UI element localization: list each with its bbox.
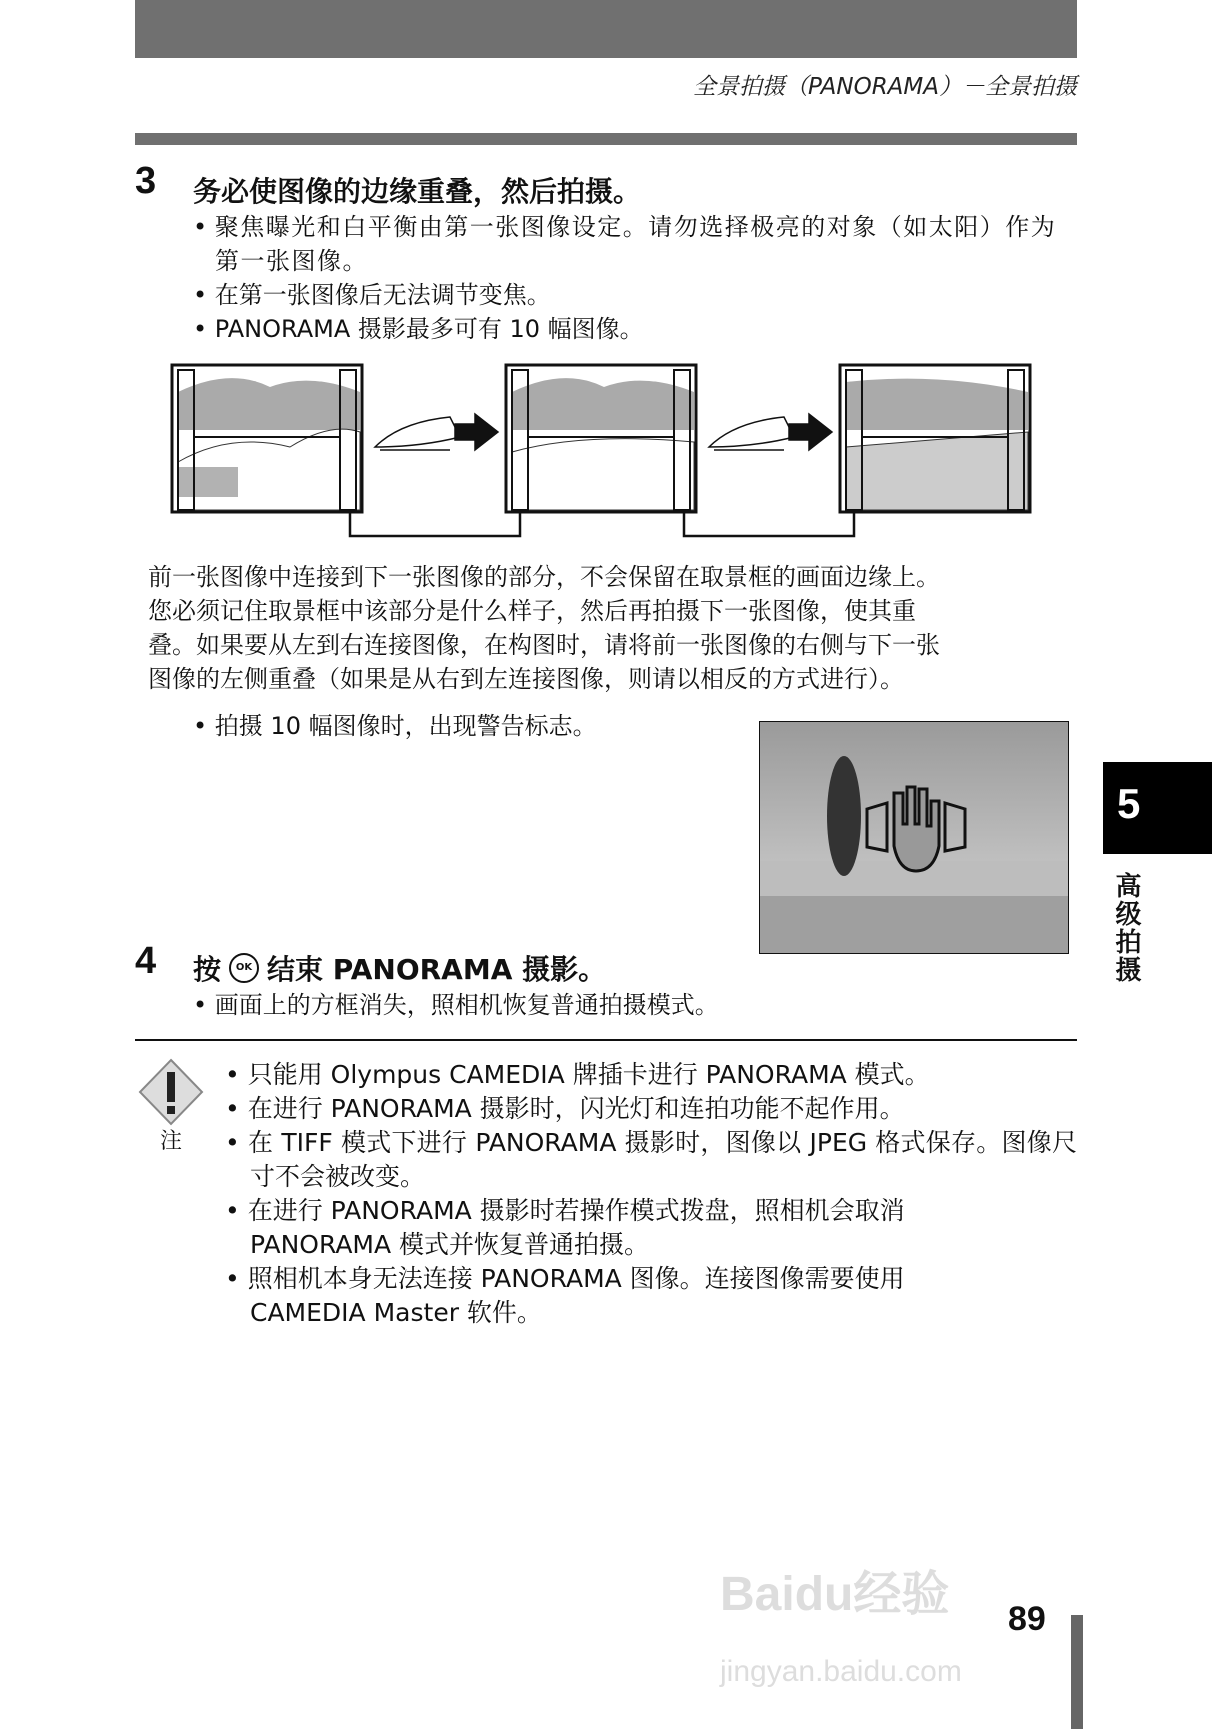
watermark-url: jingyan.baidu.com bbox=[720, 1655, 962, 1688]
note-label: 注 bbox=[160, 1129, 183, 1154]
step-3-title: 务必使图像的边缘重叠，然后拍摄。 bbox=[193, 175, 642, 208]
step-3-bullet: • PANORAMA 摄影最多可有 10 幅图像。 bbox=[193, 315, 644, 343]
step-3-bullet: • 聚焦曝光和白平衡由第一张图像设定。请勿选择极亮的对象（如太阳）作为第一张图像。 bbox=[193, 213, 1057, 275]
page-number: 89 bbox=[1008, 1600, 1046, 1638]
watermark-logo: Baidu经验 bbox=[720, 1568, 950, 1621]
section-divider bbox=[135, 1039, 1077, 1041]
chapter-tab: 5 bbox=[1103, 762, 1212, 854]
overlap-connectors bbox=[350, 512, 854, 536]
frame-1 bbox=[172, 365, 362, 512]
step-3-number: 3 bbox=[135, 160, 157, 202]
hand-arrow-2 bbox=[709, 414, 832, 450]
caution-icon bbox=[138, 1058, 204, 1128]
warning-sign-photo bbox=[759, 721, 1069, 954]
chapter-title: 高级拍摄 bbox=[1111, 872, 1141, 984]
page-edge-bar bbox=[1071, 1615, 1083, 1729]
panorama-overlap-diagram bbox=[170, 362, 1036, 542]
frame-2 bbox=[506, 365, 696, 512]
top-bar bbox=[135, 0, 1077, 58]
step-4-title: 按 OK 结束 PANORAMA 摄影。 bbox=[193, 953, 607, 986]
hand-arrow-1 bbox=[375, 414, 498, 450]
note-item: • 只能用 Olympus CAMEDIA 牌插卡进行 PANORAMA 模式。 bbox=[225, 1060, 930, 1089]
explanation-paragraph: 前一张图像中连接到下一张图像的部分，不会保留在取景框的画面边缘上。 您必须记住取景框中该部分是什么样子，然后再拍摄下一张图像，使其重 叠。如果要从左到右连接图像，在构图时，请将前一张图像的右侧与下一张 图像的左侧重叠（如果是从右到左连接图像，则请以相反的方式进行）。 bbox=[148, 563, 940, 693]
note-list bbox=[225, 1058, 1077, 1330]
step-3-bullet: • 在第一张图像后无法调节变焦。 bbox=[193, 281, 551, 309]
note-item: • 照相机本身无法连接 PANORAMA 图像。连接图像需要使用 CAMEDIA Master 软件。 bbox=[225, 1264, 905, 1327]
frame-3 bbox=[840, 365, 1030, 512]
step-4-bullet: • 画面上的方框消失，照相机恢复普通拍摄模式。 bbox=[193, 991, 719, 1019]
ok-button-icon: OK bbox=[229, 953, 259, 983]
header-divider bbox=[135, 133, 1077, 145]
warning-bullet: • 拍摄 10 幅图像时，出现警告标志。 bbox=[193, 712, 597, 740]
step-4-number: 4 bbox=[135, 940, 157, 982]
note-item: • 在 TIFF 模式下进行 PANORAMA 摄影时，图像以 JPEG 格式保存。图像尺寸不会被改变。 bbox=[225, 1128, 1077, 1191]
note-item: • 在进行 PANORAMA 摄影时若操作模式拨盘，照相机会取消 PANORAMA 模式并恢复普通拍摄。 bbox=[225, 1196, 905, 1259]
note-item: • 在进行 PANORAMA 摄影时，闪光灯和连拍功能不起作用。 bbox=[225, 1094, 905, 1123]
page-header: 全景拍摄（PANORAMA）－全景拍摄 bbox=[692, 74, 1077, 100]
